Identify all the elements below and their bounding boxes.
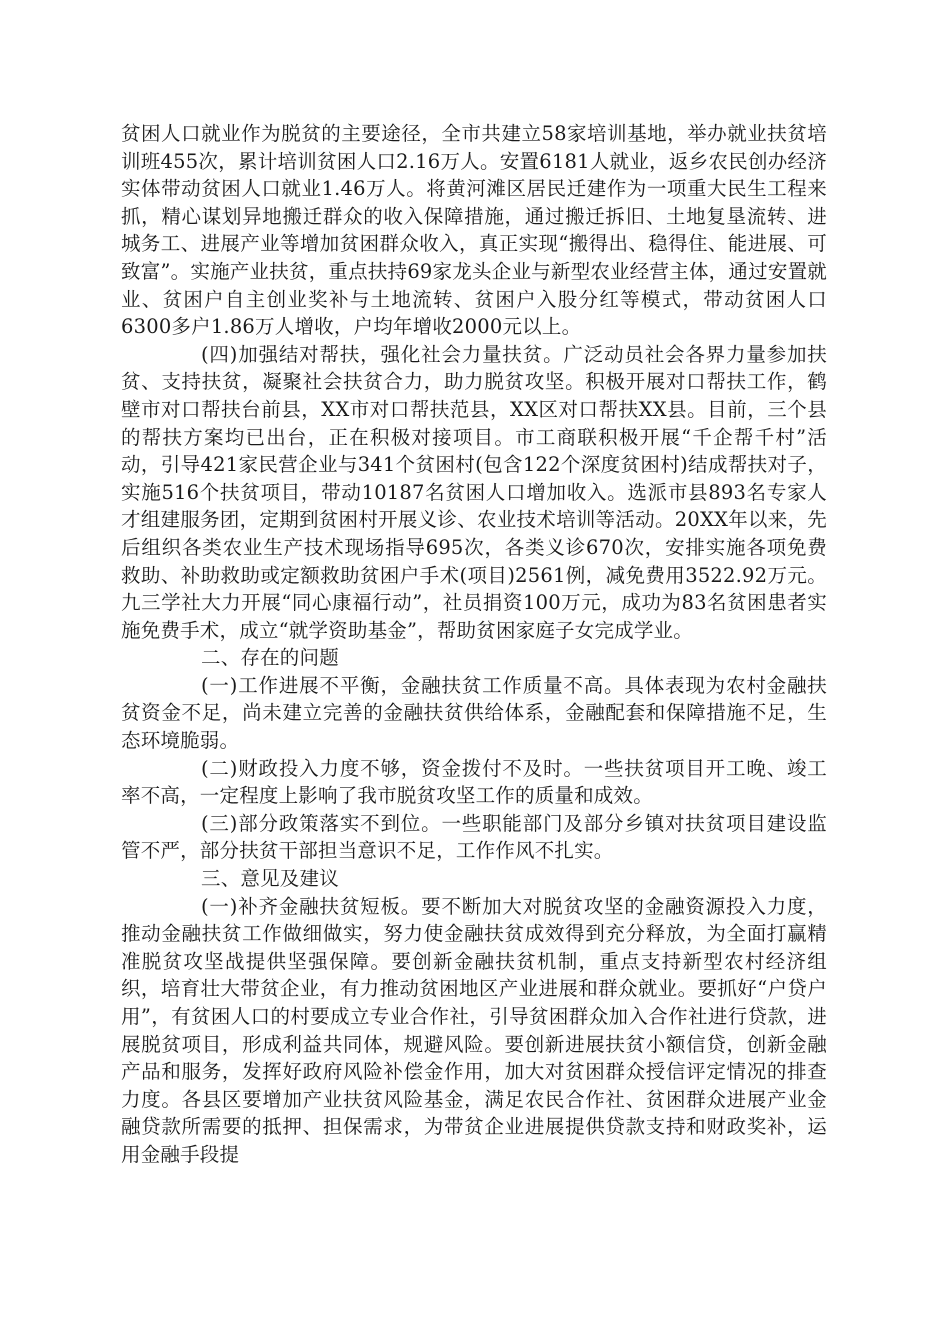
section-heading-problems: 二、存在的问题	[201, 646, 339, 670]
document-body	[121, 120, 827, 1169]
paragraph-problem-1: (一)工作进展不平衡，金融扶贫工作质量不高。具体表现为农村金融扶贫资金不足，尚未建立完善的金融扶贫供给体系，金融配套和保障措施不足，生态环境脆弱。	[121, 673, 827, 753]
paragraph-employment: 贫困人口就业作为脱贫的主要途径，全市共建立58家培训基地，举办就业扶贫培训班455次，累计培训贫困人口2.16万人。安置6181人就业，返乡农民创办经济实体带动贫困人口就业1.46万人。将黄河滩区居民迁建作为一项重大民生工程来抓，精心谋划异地搬迁群众的收入保障措施，通过搬迁拆旧、土地复垦流转、进城务工、进展产业等增加贫困群众收入，真正实现“搬得出、稳得住、能进展、可致富”。实施产业扶贫，重点扶持69家龙头企业与新型农业经营主体，通过安置就业、贫困户自主创业奖补与土地流转、贫困户入股分红等模式，带动贫困人口6300多户1.86万人增收，户均年增收2000元以上。	[121, 122, 827, 339]
paragraph-problem-3: (三)部分政策落实不到位。一些职能部门及部分乡镇对扶贫项目建设监管不严，部分扶贫干部担当意识不足，工作作风不扎实。	[121, 811, 827, 863]
paragraph-pairing-assistance: (四)加强结对帮扶，强化社会力量扶贫。广泛动员社会各界力量参加扶贫、支持扶贫，凝聚社会扶贫合力，助力脱贫攻坚。积极开展对口帮扶工作，鹤壁市对口帮扶台前县，XX市对口帮扶范县，XX区对口帮扶XX县。目前，三个县的帮扶方案均已出台，正在积极对接项目。市工商联积极开展“千企帮千村”活动，引导421家民营企业与341个贫困村(包含122个深度贫困村)结成帮扶对子，实施516个扶贫项目，带动10187名贫困人口增加收入。选派市县893名专家人才组建服务团，定期到贫困村开展义诊、农业技术培训等活动。20XX年以来，先后组织各类农业生产技术现场指导695次，各类义诊670次，安排实施各项免费救助、补助救助或定额救助贫困户手术(项目)2561例，减免费用3522.92万元。九三学社大力开展“同心康福行动”，社员捐资100万元，成功为83名贫困患者实施免费手术，成立“就学资助基金”，帮助贫困家庭子女完成学业。	[121, 342, 827, 642]
section-heading-suggestions: 三、意见及建议	[201, 867, 339, 891]
paragraph-problem-2: (二)财政投入力度不够，资金拨付不及时。一些扶贫项目开工晚、竣工率不高，一定程度上影响了我市脱贫攻坚工作的质量和成效。	[121, 756, 827, 808]
paragraph-suggestion-1: (一)补齐金融扶贫短板。要不断加大对脱贫攻坚的金融资源投入力度，推动金融扶贫工作做细做实，努力使金融扶贫成效得到充分释放，为全面打赢精准脱贫攻坚战提供坚强保障。要创新金融扶贫机制，重点支持新型农村经济组织，培育壮大带贫企业，有力推动贫困地区产业进展和群众就业。要抓好“户贷户用”，有贫困人口的村要成立专业合作社，引导贫困群众加入合作社进行贷款，进展脱贫项目，形成利益共同体，规避风险。要创新进展扶贫小额信贷，创新金融产品和服务，发挥好政府风险补偿金作用，加大对贫困群众授信评定情况的排查力度。各县区要增加产业扶贫风险基金，满足农民合作社、贫困群众进展产业金融贷款所需要的抵押、担保需求，为带贫企业进展提供贷款支持和财政奖补，运用金融手段提	[121, 894, 827, 1166]
